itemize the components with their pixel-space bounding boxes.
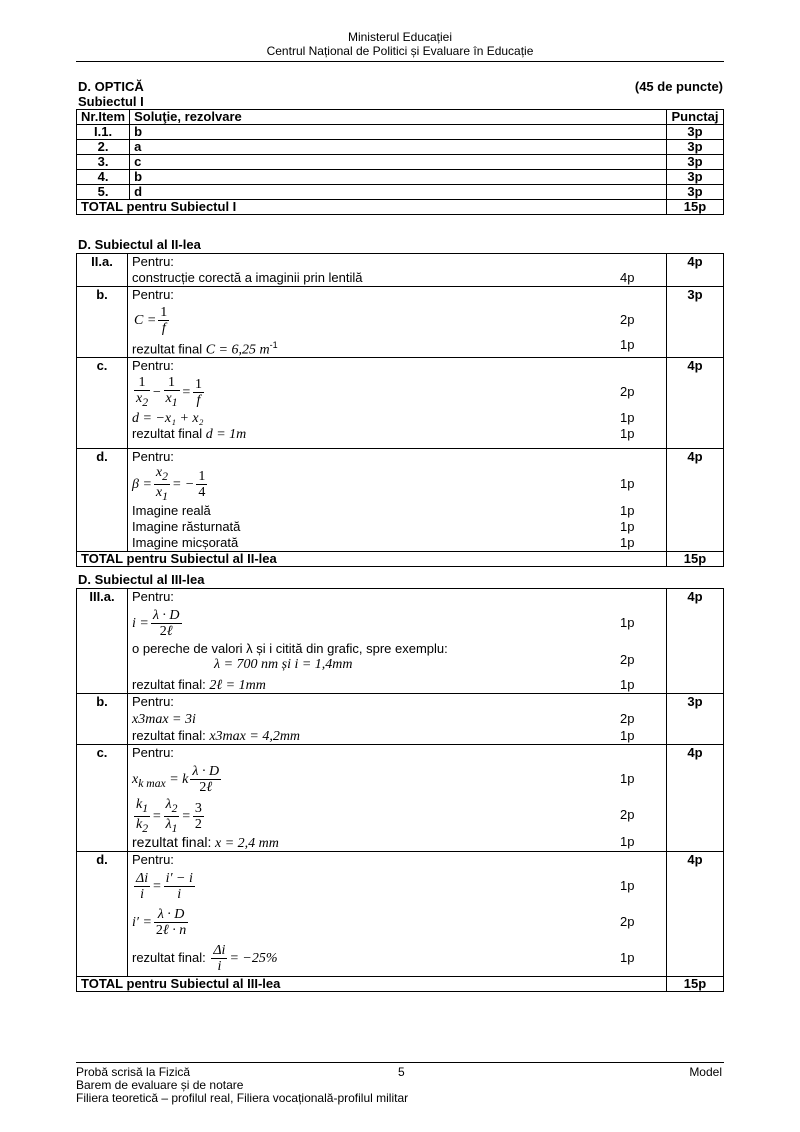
result-exponent: -1	[269, 340, 278, 350]
subject3-title: D. Subiectul al III-lea	[78, 572, 205, 587]
score: 4p	[667, 589, 724, 694]
example-values: λ = 700 nm și i = 1,4mm	[214, 657, 353, 672]
formula-max-position: x3max = 3i	[132, 712, 196, 727]
pentru-label: Pentru:	[132, 852, 174, 867]
result-label: rezultat final:	[132, 728, 206, 743]
solution-cell	[128, 589, 667, 694]
solution-line	[132, 270, 662, 286]
item-number: d.	[77, 449, 128, 552]
pentru-label: Pentru:	[132, 694, 174, 709]
table-row	[77, 125, 724, 140]
footer-barem: Barem de evaluare și de notare	[76, 1078, 244, 1092]
total-score: 15p	[667, 552, 724, 567]
partial-score: 1p	[620, 476, 635, 491]
col-header-item: Nr.Item	[77, 110, 130, 125]
partial-score: 1p	[620, 337, 635, 352]
partial-score: 1p	[620, 834, 635, 849]
formula-line	[132, 410, 662, 426]
pentru-label: Pentru:	[132, 254, 174, 269]
total-label: TOTAL pentru Subiectul I	[77, 200, 667, 215]
partial-score: 1p	[620, 410, 635, 425]
score: 4p	[667, 254, 724, 287]
item-number: I.1.	[77, 125, 130, 140]
item-row-d	[77, 449, 724, 552]
result-line	[132, 677, 662, 693]
item-row-c	[77, 358, 724, 449]
partial-score: 1p	[620, 503, 635, 518]
result-line	[132, 728, 662, 744]
solution-line	[132, 535, 662, 551]
formula-relative-change: $\frac{\Delta i}{i}$ = $\frac{i' - i}{i}$	[136, 871, 193, 903]
result-label: rezultat final:	[132, 950, 206, 965]
item-number: c.	[77, 358, 128, 449]
formula-line	[132, 303, 662, 337]
section-title: D. OPTICĂ	[78, 79, 144, 94]
table-row	[77, 155, 724, 170]
col-header-score: Punctaj	[667, 110, 724, 125]
result-value: C = 6,25 m	[205, 342, 270, 358]
image-inverted: Imagine răsturnată	[132, 519, 241, 534]
result-line	[132, 337, 662, 358]
solution-line	[132, 519, 662, 535]
partial-score: 1p	[620, 535, 635, 550]
partial-score: 1p	[620, 519, 635, 534]
item-number: 4.	[77, 170, 130, 185]
image-reduced: Imagine micșorată	[132, 535, 239, 550]
item-number: II.a.	[77, 254, 128, 287]
partial-score: 2p	[620, 807, 635, 822]
center-name: Centrul Național de Politici și Evaluare în Educație	[266, 44, 534, 58]
formula-line	[132, 710, 662, 728]
score: 3p	[667, 140, 724, 155]
score: 3p	[667, 125, 724, 140]
formula-line	[132, 605, 662, 641]
solution-cell	[128, 449, 667, 552]
subject1-table	[76, 109, 724, 215]
page-header	[76, 30, 724, 58]
partial-score: 1p	[620, 771, 635, 786]
item-number: 3.	[77, 155, 130, 170]
score: 4p	[667, 745, 724, 852]
formula-k-max: $x_{k max} = k$ $\frac{\lambda \cdot D}{\text{2ℓ}}$	[132, 764, 220, 796]
result-line	[132, 833, 662, 851]
item-row-d	[77, 852, 724, 977]
section-points: (45 de puncte)	[634, 79, 723, 94]
footer-divider	[76, 1062, 724, 1063]
item-number: b.	[77, 694, 128, 745]
table-header-row	[77, 110, 724, 125]
formula-interfringe: i = $\frac{\lambda \cdot D}{\text{2ℓ}}$	[132, 608, 180, 640]
formula-convergence: C = $\frac{1}{f}$	[134, 305, 168, 337]
formula-magnification: β = $\frac{x_2}{x_1}$ = − $\frac{1}{4}$	[132, 465, 206, 504]
solution-cell	[128, 287, 667, 358]
footer-exam: Probă scrisă la Fizică	[76, 1065, 191, 1079]
table-row	[77, 170, 724, 185]
partial-score: 2p	[620, 711, 635, 726]
score: 4p	[667, 852, 724, 977]
pentru-label: Pentru:	[132, 745, 174, 760]
subject3-table	[76, 588, 724, 992]
partial-score: 1p	[620, 426, 635, 441]
partial-score: 2p	[620, 312, 635, 327]
subject2-title: D. Subiectul al II-lea	[78, 237, 201, 252]
answer: c	[130, 155, 667, 170]
score: 3p	[667, 694, 724, 745]
pentru-label: Pentru:	[132, 287, 174, 302]
subject1-title: Subiectul I	[78, 94, 144, 109]
result-value: x3max = 4,2mm	[209, 729, 301, 744]
item-number: 2.	[77, 140, 130, 155]
header-divider	[76, 61, 724, 62]
solution-line	[132, 503, 662, 519]
image-real: Imagine reală	[132, 503, 211, 518]
col-header-solution: Soluţie, rezolvare	[130, 110, 667, 125]
partial-score: 2p	[620, 652, 635, 667]
total-score: 15p	[667, 200, 724, 215]
result-label: rezultat final:	[132, 677, 206, 692]
result-value: 2ℓ = 1mm	[209, 678, 266, 693]
item-number: 5.	[77, 185, 130, 200]
partial-score: 2p	[620, 384, 635, 399]
formula-new-interfringe: i′ = $\frac{\lambda \cdot D}{\text{2ℓ · n}}$	[132, 907, 187, 939]
footer-filiera: Filiera teoretică – profilul real, Filiera vocațională-profilul militar	[76, 1091, 409, 1105]
partial-score: 4p	[620, 270, 635, 285]
partial-score: 1p	[620, 950, 635, 965]
partial-score: 1p	[620, 728, 635, 743]
table-row	[77, 140, 724, 155]
score: 3p	[667, 155, 724, 170]
partial-score: 1p	[620, 615, 635, 630]
ministry-name: Ministerul Educației	[347, 30, 453, 44]
item-row-b	[77, 287, 724, 358]
total-row	[77, 552, 724, 567]
answer: b	[130, 125, 667, 140]
result-value: d = 1m	[205, 427, 247, 442]
formula-ratio: $\frac{k_1}{k_2}$ = $\frac{\lambda_2}{\lambda_1}$ = $\frac{3}{2}$	[136, 797, 202, 835]
solution-text: construcție corectă a imaginii prin lentilă	[132, 270, 363, 285]
partial-score: 1p	[620, 677, 635, 692]
score: 3p	[667, 170, 724, 185]
result-fraction: $\frac{\Delta i}{i}$	[213, 943, 226, 975]
item-row-b	[77, 694, 724, 745]
result-label: rezultat final	[132, 341, 203, 357]
result-value: = −25%	[229, 951, 278, 966]
solution-cell	[128, 694, 667, 745]
result-line	[132, 426, 662, 442]
page-number: 5	[398, 1065, 405, 1079]
footer-model: Model	[689, 1065, 722, 1079]
result-label: rezultat final	[132, 426, 203, 441]
item-row-a	[77, 589, 724, 694]
score: 4p	[667, 358, 724, 449]
result-label: rezultat final:	[132, 834, 212, 850]
formula-line	[132, 868, 662, 904]
formula-lens: $\frac{1}{x_2}$ − $\frac{1}{x_1}$ = $\frac{1}{f}$	[136, 375, 202, 410]
item-number: b.	[77, 287, 128, 358]
item-number: d.	[77, 852, 128, 977]
partial-score: 1p	[620, 878, 635, 893]
formula-line	[132, 761, 662, 797]
formula-line	[132, 904, 662, 940]
item-row-a	[77, 254, 724, 287]
item-row-c	[77, 745, 724, 852]
total-row	[77, 200, 724, 215]
total-label: TOTAL pentru Subiectul al III-lea	[77, 977, 667, 992]
page-footer	[76, 1066, 724, 1105]
score: 4p	[667, 449, 724, 552]
answer: a	[130, 140, 667, 155]
result-value: x = 2,4 mm	[215, 836, 279, 851]
total-label: TOTAL pentru Subiectul al II-lea	[77, 552, 667, 567]
pentru-label: Pentru:	[132, 358, 174, 373]
pentru-label: Pentru:	[132, 449, 174, 464]
solution-cell	[128, 254, 667, 287]
item-number: c.	[77, 745, 128, 852]
solution-cell	[128, 745, 667, 852]
answer: b	[130, 170, 667, 185]
item-number: III.a.	[77, 589, 128, 694]
solution-cell	[128, 358, 667, 449]
answer: d	[130, 185, 667, 200]
formula-line	[132, 797, 662, 833]
example-line	[132, 652, 662, 677]
solution-cell	[128, 852, 667, 977]
solution-text: o pereche de valori λ și i citită din grafic, spre exemplu:	[132, 641, 448, 656]
score: 3p	[667, 287, 724, 358]
subject2-table	[76, 253, 724, 567]
partial-score: 2p	[620, 914, 635, 929]
table-row	[77, 185, 724, 200]
result-line	[132, 940, 662, 976]
formula-distance: d = −x₁ + x₂	[132, 411, 204, 426]
total-row	[77, 977, 724, 992]
pentru-label: Pentru:	[132, 589, 174, 604]
score: 3p	[667, 185, 724, 200]
total-score: 15p	[667, 977, 724, 992]
formula-line	[132, 374, 662, 410]
formula-line	[132, 465, 662, 503]
